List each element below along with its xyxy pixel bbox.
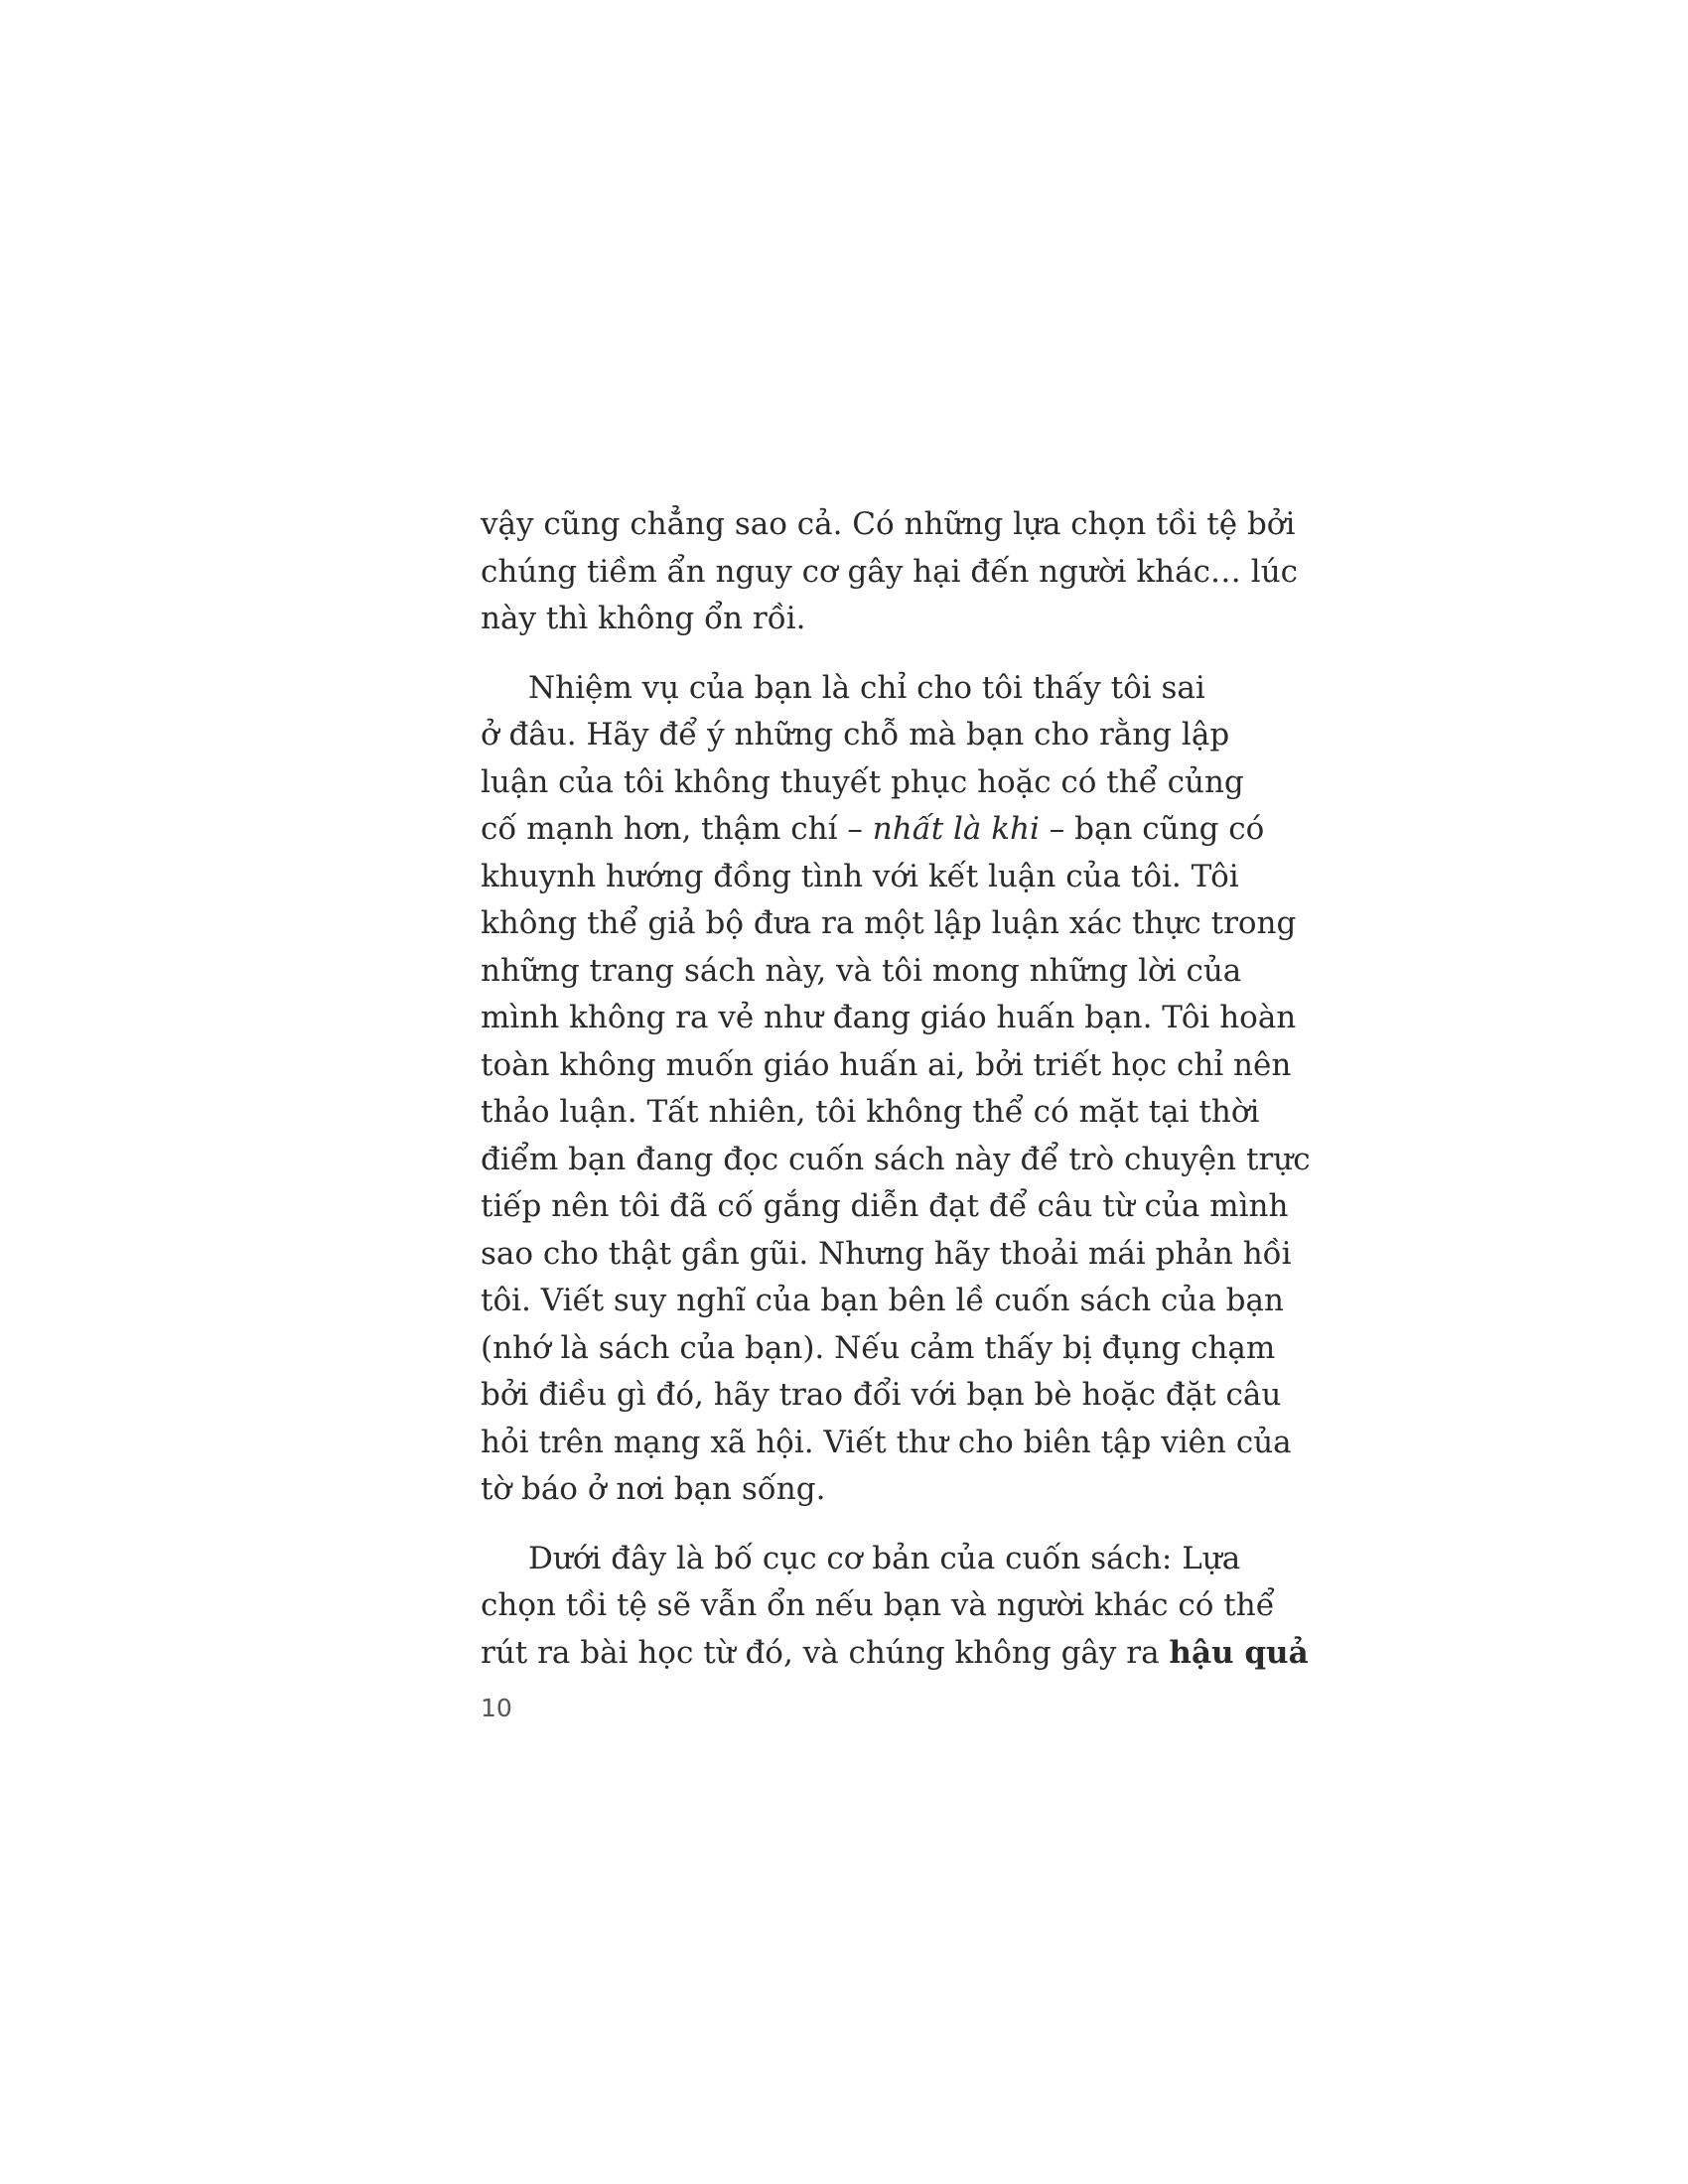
paragraph xyxy=(481,501,1299,643)
text-segment: những trang sách này, và tôi mong những lời của xyxy=(481,952,1242,989)
text-line xyxy=(481,549,1299,597)
text-segment: điểm bạn đang đọc cuốn sách này để trò chuyện trực xyxy=(481,1141,1311,1177)
text-line xyxy=(481,712,1230,759)
paragraph-gap xyxy=(481,643,1182,665)
text-line xyxy=(481,1536,1241,1583)
text-segment: bởi điều gì đó, hãy trao đổi với bạn bè hoặc đặt câu xyxy=(481,1377,1282,1413)
text-segment: không thể giả bộ đưa ra một lập luận xác thực trong xyxy=(481,905,1297,941)
text-line xyxy=(481,1325,1276,1373)
bold-text: hậu quả xyxy=(1169,1634,1309,1671)
text-line xyxy=(481,596,1182,643)
text-segment: toàn không muốn giáo huấn ai, bởi triết học chỉ nên xyxy=(481,1046,1292,1083)
text-line xyxy=(481,1042,1292,1090)
text-line xyxy=(481,995,1297,1042)
text-segment: mình không ra vẻ như đang giáo huấn bạn. Tôi hoàn xyxy=(481,1000,1297,1035)
text-line xyxy=(481,854,1239,901)
text-segment: cố mạnh hơn, thậm chí – xyxy=(481,811,873,847)
text-line xyxy=(481,948,1242,996)
paragraph xyxy=(481,665,1311,1514)
text-line xyxy=(481,1278,1284,1325)
text-line xyxy=(481,501,1296,549)
text-segment: này thì không ổn rồi. xyxy=(481,601,806,636)
text-line xyxy=(481,1582,1275,1630)
text-segment: chúng tiềm ẩn nguy cơ gây hại đến người khác… lúc xyxy=(481,553,1299,590)
page-number: 10 xyxy=(481,1694,512,1722)
paragraph xyxy=(481,1536,1309,1678)
text-segment: thảo luận. Tất nhiên, tôi không thể có mặt tại thời xyxy=(481,1094,1260,1130)
text-segment: tiếp nên tôi đã cố gắng diễn đạt để câu từ của mình xyxy=(481,1188,1289,1224)
body-text xyxy=(481,501,1311,1677)
text-segment: hỏi trên mạng xã hội. Viết thư cho biên tập viên của xyxy=(481,1424,1292,1460)
text-line xyxy=(481,759,1244,807)
text-segment: Nhiệm vụ của bạn là chỉ cho tôi thấy tôi sai xyxy=(528,669,1205,706)
text-segment: ở đâu. Hãy để ý những chỗ mà bạn cho rằng lập xyxy=(481,717,1230,752)
text-line xyxy=(481,1183,1289,1231)
text-segment: luận của tôi không thuyết phục hoặc có thể củng xyxy=(481,763,1244,800)
paragraph-gap xyxy=(481,1514,1182,1536)
text-segment: vậy cũng chẳng sao cả. Có những lựa chọn tồi tệ bởi xyxy=(481,506,1296,542)
text-segment: chọn tồi tệ sẽ vẫn ổn nếu bạn và người khác có thể xyxy=(481,1587,1275,1623)
text-segment: Dưới đây là bố cục cơ bản của cuốn sách: Lựa xyxy=(528,1540,1241,1576)
text-line xyxy=(481,1089,1260,1137)
text-line xyxy=(481,665,1205,713)
text-line xyxy=(481,1372,1282,1420)
text-segment: tôi. Viết suy nghĩ của bạn bên lề cuốn sách của bạn xyxy=(481,1283,1284,1318)
text-line xyxy=(481,1231,1292,1279)
text-line xyxy=(481,1137,1311,1184)
text-segment: sao cho thật gần gũi. Nhưng hãy thoải mái phản hồi xyxy=(481,1235,1292,1272)
text-segment: tờ báo ở nơi bạn sống. xyxy=(481,1471,826,1507)
text-segment: – bạn cũng có xyxy=(1039,811,1265,847)
text-line xyxy=(481,1466,1182,1514)
text-line xyxy=(481,1420,1292,1467)
text-segment: khuynh hướng đồng tình với kết luận của tôi. Tôi xyxy=(481,858,1239,894)
text-line xyxy=(481,1630,1309,1678)
text-segment: (nhớ là sách của bạn). Nếu cảm thấy bị đụng chạm xyxy=(481,1329,1276,1366)
text-line xyxy=(481,806,1265,854)
text-segment: rút ra bài học từ đó, và chúng không gây ra xyxy=(481,1634,1170,1671)
text-line xyxy=(481,900,1297,948)
italic-text: nhất là khi xyxy=(872,811,1040,847)
